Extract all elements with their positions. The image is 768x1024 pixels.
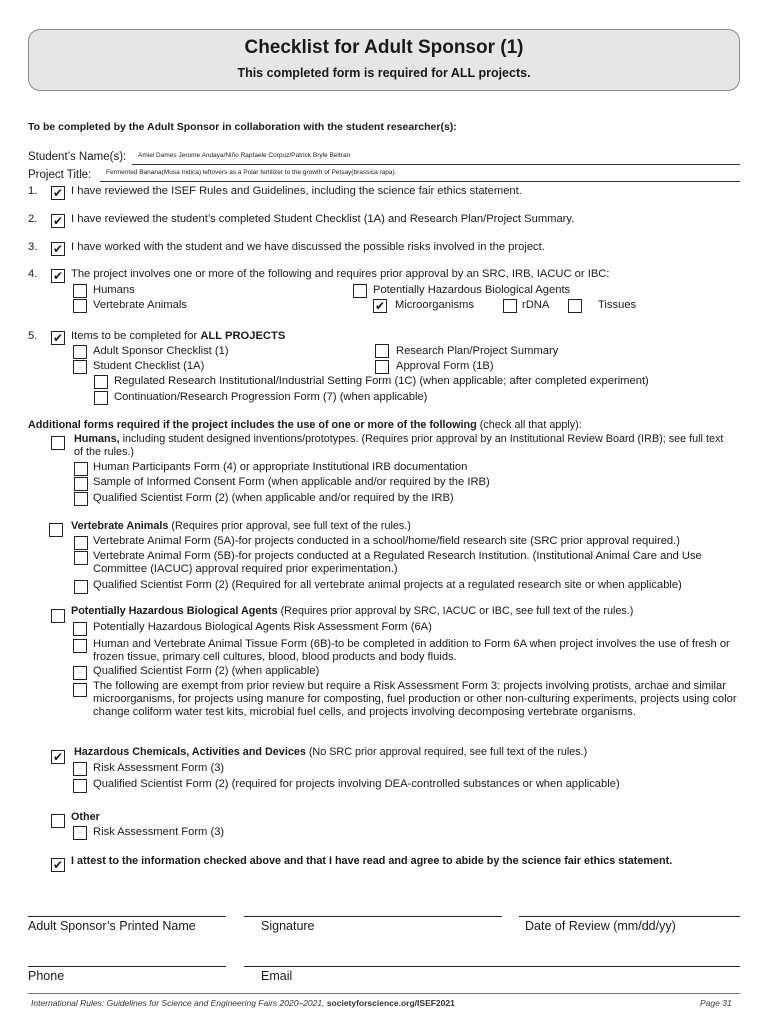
date-line: [519, 916, 740, 917]
phba-checkbox[interactable]: [353, 284, 367, 298]
microorganisms-label: Microorganisms: [395, 299, 474, 311]
printed-name-line: [28, 916, 226, 917]
other-risk-form-checkbox[interactable]: [73, 826, 87, 840]
form-5b-checkbox[interactable]: [74, 551, 88, 565]
item-3-checkbox[interactable]: ✔: [52, 242, 64, 256]
haz-qs-form-checkbox[interactable]: [73, 779, 87, 793]
form-1b-label: Approval Form (1B): [396, 360, 494, 372]
form-1b-checkbox[interactable]: [375, 360, 389, 374]
phba-qs-form-label: Qualified Scientist Form (2) (when applicable): [93, 665, 320, 677]
human-form-4-label: Human Participants Form (4) or appropriate Institutional IRB documentation: [93, 461, 468, 473]
haz-risk-form-checkbox[interactable]: [73, 762, 87, 776]
phba-qs-form-checkbox[interactable]: [73, 666, 87, 680]
add-hazardous-text: Hazardous Chemicals, Activities and Devices (No SRC prior approval required, see full text of the rules.): [74, 746, 588, 758]
item-3-number: 3.: [28, 241, 38, 253]
vertebrate-label: Vertebrate Animals: [93, 299, 187, 311]
form-7-checkbox[interactable]: [94, 391, 108, 405]
exempt-checkbox[interactable]: [73, 683, 87, 697]
date-label[interactable]: Date of Review (mm/dd/yy): [525, 919, 676, 933]
consent-form-checkbox[interactable]: [74, 477, 88, 491]
student-name-label: Student’s Name(s):: [28, 151, 127, 163]
form-1-checkbox[interactable]: [73, 345, 87, 359]
form-5a-checkbox[interactable]: [74, 536, 88, 550]
add-vertebrate-checkbox[interactable]: [49, 523, 63, 537]
item-3-text: I have worked with the student and we have discussed the possible risks involved in the project.: [71, 241, 545, 253]
humans-label: Humans: [93, 284, 135, 296]
item-5-checkbox[interactable]: ✔: [52, 331, 64, 345]
exempt-label: The following are exempt from prior review but require a Risk Assessment Form 3: projects involving protists, archae and similar microorganisms, for projects using manure for composting, fuel production or other non-culturing experiments, projects using color change coliform water test kits, microbial fuel cells, and projects involving decomposing vertebrate organisms.: [93, 680, 737, 718]
page-number: Page 31: [700, 998, 732, 1008]
add-vertebrate-text: Vertebrate Animals (Requires prior approval, see full text of the rules.): [71, 520, 411, 532]
footer-citation: International Rules: Guidelines for Science and Engineering Fairs 2020–2021, societyforscience.org/ISEF2021: [31, 998, 455, 1008]
form-6b-label: Human and Vertebrate Animal Tissue Form (6B)-to be completed in addition to Form 6A when project involves the use of fresh or frozen tissue, primary cell cultures, blood, blood products and body fluids.: [93, 638, 730, 663]
item-1-text: I have reviewed the ISEF Rules and Guidelines, including the science fair ethics statement.: [71, 185, 522, 197]
other-risk-form-label: Risk Assessment Form (3): [93, 826, 225, 838]
item-2-number: 2.: [28, 213, 38, 225]
student-name-underline: [132, 164, 740, 165]
human-qs-form-checkbox[interactable]: [74, 492, 88, 506]
add-other-text: Other: [71, 811, 100, 823]
footer-divider: [28, 993, 740, 994]
form-1-label: Adult Sponsor Checklist (1): [93, 345, 229, 357]
form-5b-label: Vertebrate Animal Form (5B)-for projects conducted at a Regulated Research Institution. (Institutional Animal Care and Use Committee (IACUC) approval required prior experimentation.): [93, 550, 702, 575]
attest-text: I attest to the information checked above and that I have read and agree to abide by the science fair ethics statement.: [71, 855, 673, 867]
add-phba-checkbox[interactable]: [51, 609, 65, 623]
tissues-checkbox[interactable]: [568, 299, 582, 313]
add-humans-checkbox[interactable]: [51, 436, 65, 450]
phone-line: [28, 966, 226, 967]
haz-qs-form-label: Qualified Scientist Form (2) (required for projects involving DEA-controlled substances or when applicable): [93, 778, 620, 790]
form-6a-label: Potentially Hazardous Biological Agents Risk Assessment Form (6A): [93, 621, 432, 633]
project-title-underline: [100, 181, 740, 182]
phone-label[interactable]: Phone: [28, 969, 65, 983]
signature-label[interactable]: Signature: [261, 919, 315, 933]
rdna-label: rDNA: [522, 299, 550, 311]
human-qs-form-label: Qualified Scientist Form (2) (when applicable and/or required by the IRB): [93, 492, 454, 504]
signature-line: [244, 916, 502, 917]
additional-heading: Additional forms required if the project includes the use of one or more of the following (check all that apply):: [28, 419, 582, 431]
vert-qs-form-checkbox[interactable]: [74, 580, 88, 594]
attest-checkbox[interactable]: ✔: [52, 858, 64, 872]
form-1a-label: Student Checklist (1A): [93, 360, 205, 372]
email-line: [244, 966, 740, 967]
microorganisms-checkbox[interactable]: ✔: [374, 299, 386, 313]
form-5a-label: Vertebrate Animal Form (5A)-for projects conducted in a school/home/field research site (SRC prior approval required.): [93, 535, 680, 547]
add-humans-text: Humans, including student designed inventions/prototypes. (Requires prior approval by an Institutional Review Board (IRB); see full text of the rules.): [74, 433, 724, 458]
intro-text: To be completed by the Adult Sponsor in collaboration with the student researcher(s):: [28, 121, 457, 133]
rdna-checkbox[interactable]: [503, 299, 517, 313]
research-plan-checkbox[interactable]: [375, 344, 389, 358]
add-phba-text: Potentially Hazardous Biological Agents (Requires prior approval by SRC, IACUC or IBC, see full text of the rules.): [71, 605, 634, 617]
phba-label: Potentially Hazardous Biological Agents: [373, 284, 571, 296]
haz-risk-form-label: Risk Assessment Form (3): [93, 762, 225, 774]
item-2-text: I have reviewed the student’s completed Student Checklist (1A) and Research Plan/Project Summary.: [71, 213, 575, 225]
form-6a-checkbox[interactable]: [73, 622, 87, 636]
project-title-value[interactable]: Fermented Banana(Musa Indica) leftovers as a Polar fertilizer to the growth of Petsay(brassica rapa).: [106, 169, 397, 176]
form-7-label: Continuation/Research Progression Form (7) (when applicable): [114, 391, 428, 403]
page-subtitle: This completed form is required for ALL projects.: [237, 66, 531, 80]
humans-checkbox[interactable]: [73, 284, 87, 298]
email-label[interactable]: Email: [261, 969, 293, 983]
vert-qs-form-label: Qualified Scientist Form (2) (Required for all vertebrate animal projects at a regulated research site or when applicable): [93, 579, 682, 591]
student-name-value[interactable]: Amiel Dames Jerome Andaya/Niño Rapfaele Corpuz/Patrick Bryle Beltran: [138, 152, 351, 159]
item-1-checkbox[interactable]: ✔: [52, 186, 64, 200]
page-title: Checklist for Adult Sponsor (1): [244, 37, 524, 58]
item-5-text: Items to be completed for ALL PROJECTS: [71, 330, 286, 342]
printed-name-label[interactable]: Adult Sponsor’s Printed Name: [28, 919, 196, 933]
add-hazardous-checkbox[interactable]: ✔: [52, 750, 64, 764]
item-2-checkbox[interactable]: ✔: [52, 214, 64, 228]
form-1a-checkbox[interactable]: [73, 360, 87, 374]
research-plan-label: Research Plan/Project Summary: [396, 345, 559, 357]
add-other-checkbox[interactable]: [51, 814, 65, 828]
item-4-checkbox[interactable]: ✔: [52, 269, 64, 283]
tissues-label: Tissues: [598, 299, 637, 311]
item-5-number: 5.: [28, 330, 38, 342]
form-6b-checkbox[interactable]: [73, 639, 87, 653]
consent-form-label: Sample of Informed Consent Form (when applicable and/or required by the IRB): [93, 476, 490, 488]
item-4-number: 4.: [28, 268, 38, 280]
vertebrate-checkbox[interactable]: [73, 299, 87, 313]
item-1-number: 1.: [28, 185, 38, 197]
human-form-4-checkbox[interactable]: [74, 462, 88, 476]
form-1c-checkbox[interactable]: [94, 375, 108, 389]
form-1c-label: Regulated Research Institutional/Industrial Setting Form (1C) (when applicable; after completed experiment): [114, 375, 649, 387]
item-4-text: The project involves one or more of the following and requires prior approval by an SRC, IRB, IACUC or IBC:: [71, 268, 610, 280]
project-title-label: Project Title:: [28, 169, 92, 181]
